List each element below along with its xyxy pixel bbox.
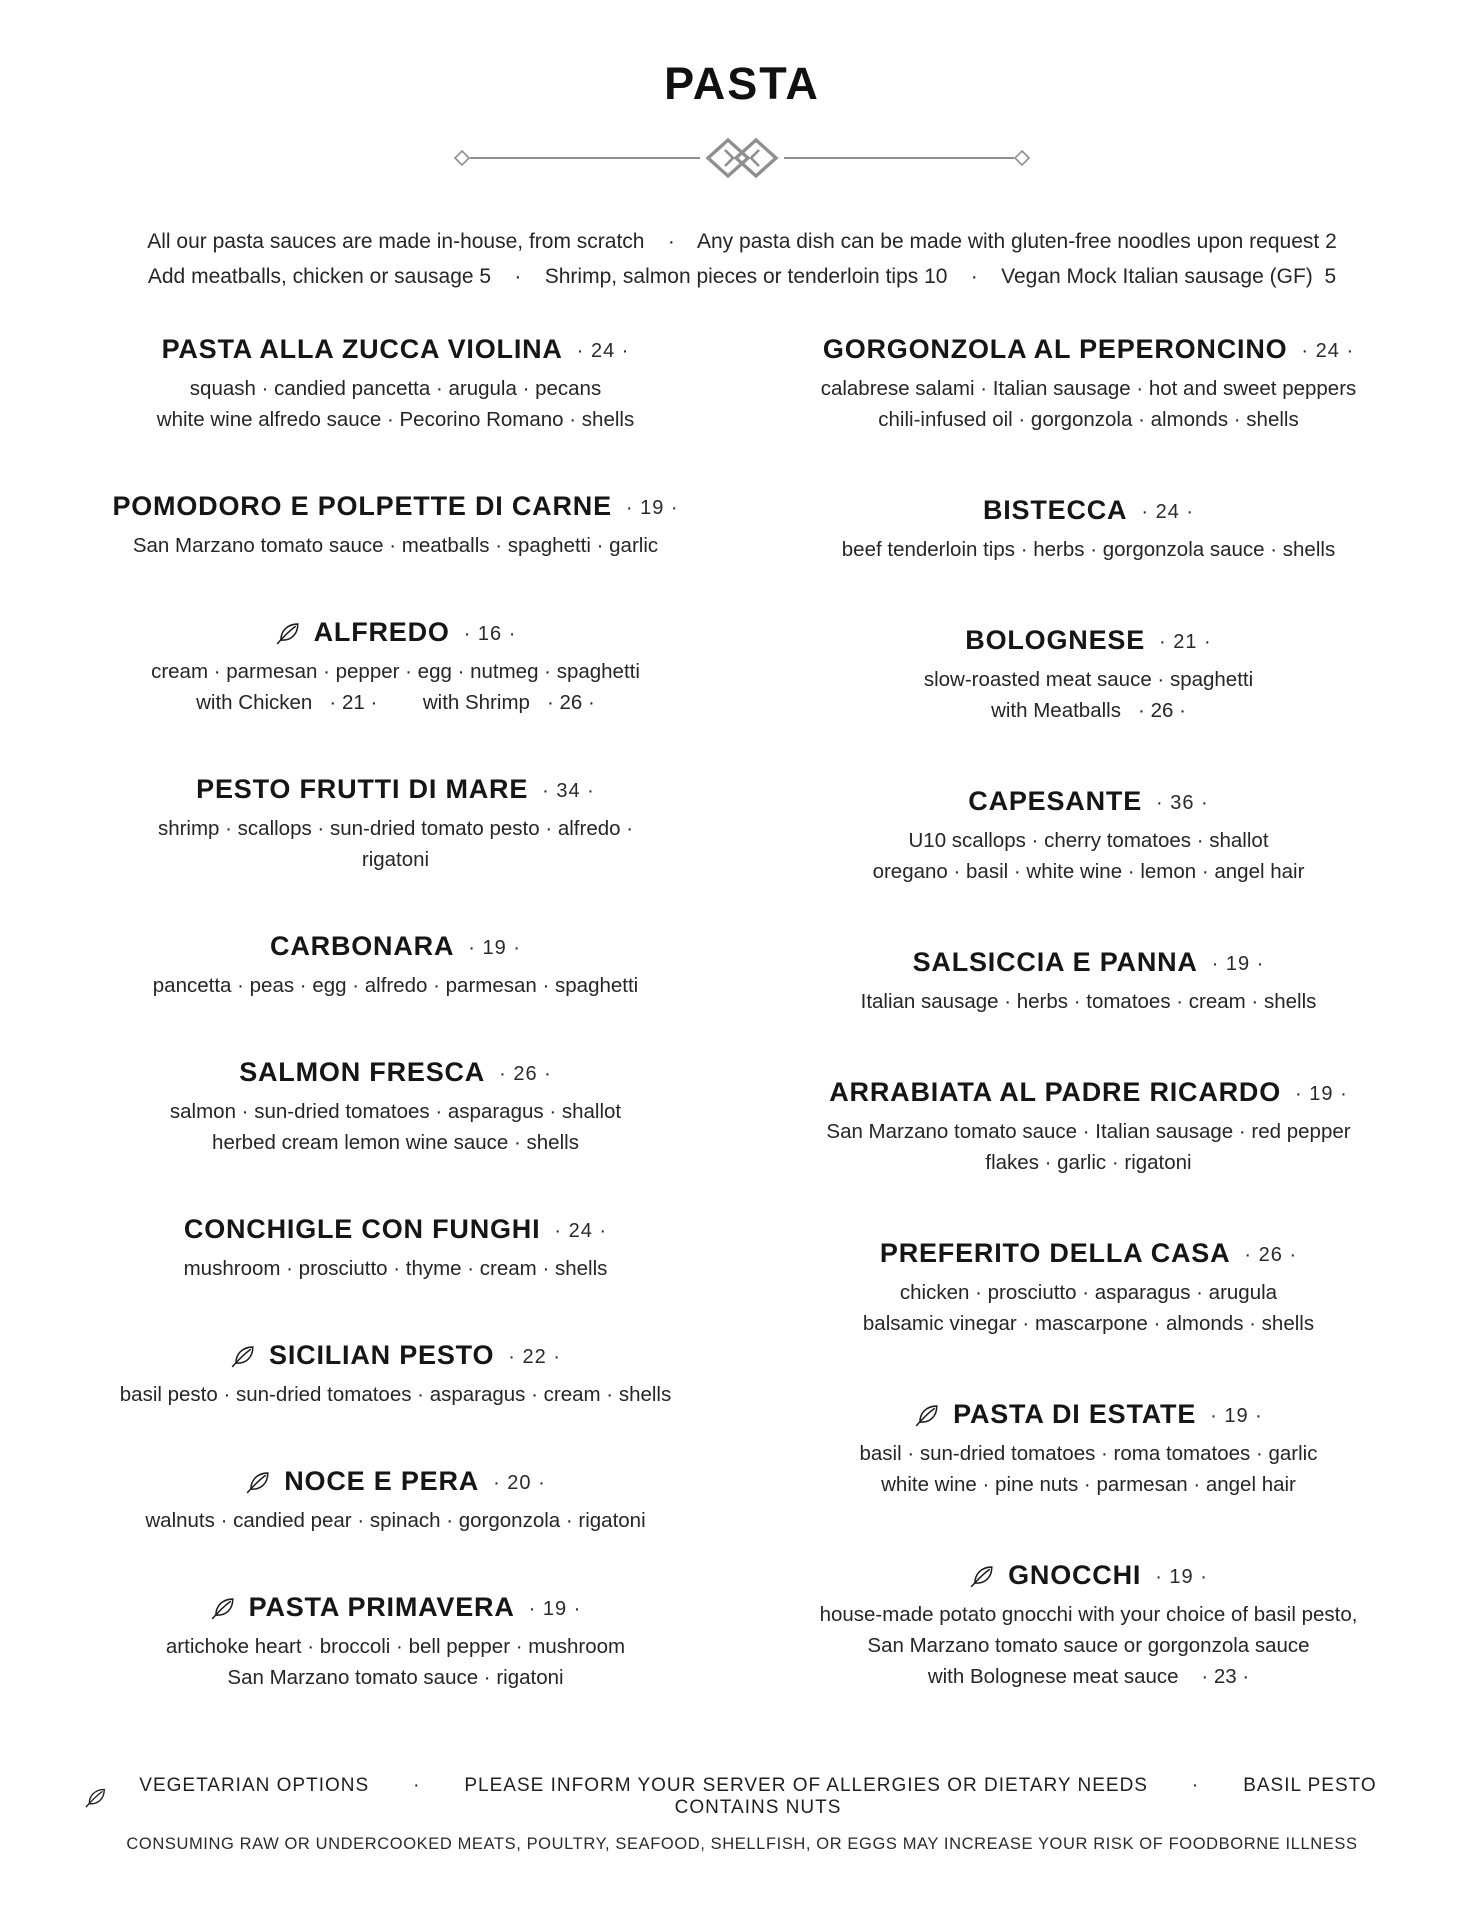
menu-item-description: [777, 825, 1400, 887]
vegetarian-leaf-icon: [84, 1785, 108, 1809]
menu-item-price: · 20 ·: [493, 1471, 546, 1494]
menu-item: [777, 1558, 1400, 1692]
menu-item-description: [84, 1379, 707, 1410]
menu-item-header: [84, 772, 707, 806]
menu-item-description: [84, 656, 707, 718]
menu-item-name: POMODORO E POLPETTE DI CARNE: [112, 490, 612, 521]
menu-item-description: [84, 530, 707, 561]
menu-item-price: · 19 ·: [1295, 1082, 1348, 1105]
menu-item: [84, 1464, 707, 1536]
vegetarian-leaf-icon: [230, 1342, 257, 1369]
menu-item-header: [777, 1397, 1400, 1431]
menu-item-description: [777, 534, 1400, 565]
menu-item-header: [84, 929, 707, 963]
menu-item: [84, 1590, 707, 1693]
menu-item-header: [84, 332, 707, 366]
menu-item: [777, 493, 1400, 565]
menu-item-description: [777, 373, 1400, 435]
menu-item-name: PASTA ALLA ZUCCA VIOLINA: [161, 333, 563, 364]
menu-item-name: BISTECCA: [982, 494, 1128, 525]
menu-column-left: [84, 332, 707, 1693]
menu-item-header: [777, 1075, 1400, 1109]
menu-item-desc-line: flakes · garlic · rigatoni: [985, 1151, 1192, 1174]
menu-item-desc-line: herbed cream lemon wine sauce · shells: [212, 1131, 579, 1154]
menu-item-description: [84, 1096, 707, 1158]
intro-line-2: Add meatballs, chicken or sausage 5 · Shrimp, salmon pieces or tenderloin tips 10 · Vegan Mock Italian sausage (GF) 5: [147, 265, 1337, 288]
menu-item-price: · 22 ·: [508, 1345, 561, 1368]
menu-item-header: [84, 1338, 707, 1372]
menu-item-description: [84, 373, 707, 435]
menu-item-desc-line: house-made potato gnocchi with your choice of basil pesto,: [819, 1603, 1358, 1626]
menu-item-name: CAPESANTE: [968, 785, 1143, 816]
menu-item: [84, 1055, 707, 1158]
menu-item-description: [777, 1277, 1400, 1339]
menu-item-name: PREFERITO DELLA CASA: [879, 1237, 1231, 1268]
menu-item-name: ALFREDO: [313, 616, 450, 647]
menu-item-desc-line: rigatoni: [361, 848, 430, 871]
menu-item-price: · 26 ·: [1244, 1243, 1298, 1266]
menu-item-desc-line: white wine · pine nuts · parmesan · angel hair: [881, 1473, 1296, 1496]
menu-column-right: [777, 332, 1400, 1693]
menu-item-description: [777, 1438, 1400, 1500]
menu-item-desc-line: chicken · prosciutto · asparagus · arugula: [899, 1281, 1278, 1304]
menu-item: [777, 623, 1400, 726]
menu-item: [777, 1397, 1400, 1500]
menu-item-header: [777, 332, 1400, 366]
menu-item-header: [84, 489, 707, 523]
menu-item-name: SICILIAN PESTO: [269, 1339, 495, 1370]
menu-item-header: [777, 945, 1400, 979]
menu-item-desc-line: calabrese salami · Italian sausage · hot and sweet peppers: [820, 377, 1357, 400]
menu-item: [777, 1075, 1400, 1178]
menu-item: [777, 1236, 1400, 1339]
menu-item-price: · 34 ·: [542, 779, 595, 802]
menu-item-name: NOCE E PERA: [284, 1465, 480, 1496]
vegetarian-leaf-icon: [210, 1594, 237, 1621]
menu-item: [777, 945, 1400, 1017]
menu-item-desc-line: slow-roasted meat sauce · spaghetti: [923, 668, 1254, 691]
menu-item-description: [84, 1505, 707, 1536]
divider-ornament-icon: [452, 136, 1032, 180]
menu-item: [777, 784, 1400, 887]
menu-item-desc-line: walnuts · candied pear · spinach · gorgonzola · rigatoni: [145, 1509, 646, 1532]
menu-item-name: CARBONARA: [270, 930, 455, 961]
menu-item-desc-line: artichoke heart · broccoli · bell pepper · mushroom: [165, 1635, 626, 1658]
menu-item: [84, 332, 707, 435]
menu-item-desc-line: balsamic vinegar · mascarpone · almonds · shells: [862, 1312, 1315, 1335]
menu-item: [84, 1338, 707, 1410]
page-title: PASTA: [664, 58, 820, 109]
menu-item-header: [84, 1055, 707, 1089]
menu-item-desc-line: with Meatballs · 26 ·: [991, 699, 1186, 722]
menu-item-price: · 36 ·: [1156, 791, 1209, 814]
menu-item: [84, 772, 707, 875]
menu-item-header: [777, 493, 1400, 527]
menu-item-name: PESTO FRUTTI DI MARE: [196, 773, 529, 804]
menu-item-name: CONCHIGLE CON FUNGHI: [183, 1213, 541, 1244]
menu-item-desc-line: with Bolognese meat sauce · 23 ·: [927, 1665, 1250, 1688]
menu-item-name: PASTA DI ESTATE: [953, 1398, 1197, 1429]
vegetarian-leaf-icon: [245, 1468, 272, 1495]
menu-item-desc-line: basil · sun-dried tomatoes · roma tomatoes · garlic: [859, 1442, 1318, 1465]
menu-item-description: [84, 1631, 707, 1693]
menu-item-desc-line: basil pesto · sun-dried tomatoes · asparagus · cream · shells: [119, 1383, 672, 1406]
menu-item-price: · 26 ·: [499, 1062, 552, 1085]
menu-item-description: [84, 970, 707, 1001]
menu-item-desc-line: squash · candied pancetta · arugula · pecans: [189, 377, 602, 400]
menu-item-price: · 16 ·: [463, 622, 517, 645]
menu-item-description: [777, 986, 1400, 1017]
menu-item-header: [84, 1212, 707, 1246]
menu-item-price: · 24 ·: [1301, 339, 1355, 362]
menu-item-description: [777, 1116, 1400, 1178]
menu-item-price: · 19 ·: [1211, 952, 1265, 975]
menu-item: [84, 1212, 707, 1284]
footer-notes-text: VEGETARIAN OPTIONS · PLEASE INFORM YOUR SERVER OF ALLERGIES OR DIETARY NEEDS · BASIL PESTO CONTAINS NUTS: [139, 1775, 1383, 1818]
menu-item-name: SALMON FRESCA: [239, 1056, 486, 1087]
menu-item-price: · 19 ·: [625, 496, 679, 519]
menu-item-header: [777, 1558, 1400, 1592]
menu-item-desc-line: with Chicken · 21 · with Shrimp · 26 ·: [196, 691, 595, 714]
menu-item-price: · 24 ·: [576, 339, 630, 362]
menu-item-desc-line: pancetta · peas · egg · alfredo · parmesan · spaghetti: [152, 974, 639, 997]
menu-item-description: [84, 1253, 707, 1284]
menu-item-description: [84, 813, 707, 875]
menu-item-header: [777, 784, 1400, 818]
menu-item-header: [84, 1464, 707, 1498]
menu-item-desc-line: oregano · basil · white wine · lemon · angel hair: [872, 860, 1305, 883]
menu-item-price: · 19 ·: [1210, 1404, 1263, 1427]
ornament-divider: [84, 136, 1400, 180]
footer-notes: [84, 1775, 1400, 1819]
menu-item-price: · 19 ·: [1155, 1565, 1208, 1588]
footer-disclaimer: CONSUMING RAW OR UNDERCOOKED MEATS, POULTRY, SEAFOOD, SHELLFISH, OR EGGS MAY INCREASE YOUR RISK OF FOODBORNE ILLNESS: [126, 1835, 1358, 1853]
menu-item-desc-line: beef tenderloin tips · herbs · gorgonzola sauce · shells: [841, 538, 1336, 561]
vegetarian-leaf-icon: [914, 1401, 941, 1428]
menu-item-desc-line: white wine alfredo sauce · Pecorino Romano · shells: [156, 408, 635, 431]
menu-item-desc-line: U10 scallops · cherry tomatoes · shallot: [908, 829, 1269, 852]
menu-item-name: GORGONZOLA AL PEPERONCINO: [822, 333, 1288, 364]
menu-item-header: [777, 623, 1400, 657]
menu-item-description: [777, 664, 1400, 726]
menu-item-price: · 19 ·: [468, 936, 521, 959]
menu-item-desc-line: chili-infused oil · gorgonzola · almonds · shells: [878, 408, 1299, 431]
menu-item: [777, 332, 1400, 435]
menu-item: [84, 489, 707, 561]
footer: [84, 1775, 1400, 1880]
menu-item-header: [84, 1590, 707, 1624]
menu-item-price: · 21 ·: [1159, 630, 1212, 653]
menu-item-desc-line: mushroom · prosciutto · thyme · cream · shells: [183, 1257, 608, 1280]
menu-item-name: ARRABIATA AL PADRE RICARDO: [829, 1076, 1282, 1107]
menu-item-desc-line: San Marzano tomato sauce · rigatoni: [227, 1666, 564, 1689]
menu-columns: [84, 332, 1400, 1693]
menu-item-price: · 24 ·: [1141, 500, 1195, 523]
vegetarian-leaf-icon: [275, 619, 302, 646]
menu-item-desc-line: San Marzano tomato sauce · meatballs · spaghetti · garlic: [132, 534, 659, 557]
vegetarian-leaf-icon: [969, 1562, 996, 1589]
menu-item-header: [777, 1236, 1400, 1270]
menu-item-name: SALSICCIA E PANNA: [912, 946, 1198, 977]
menu-item-name: GNOCCHI: [1008, 1559, 1142, 1590]
menu-item-header: [84, 615, 707, 649]
menu-item-name: PASTA PRIMAVERA: [248, 1591, 515, 1622]
menu-item-desc-line: salmon · sun-dried tomatoes · asparagus · shallot: [169, 1100, 622, 1123]
intro-line-1: All our pasta sauces are made in-house, from scratch · Any pasta dish can be made with gluten-free noodles upon request 2: [147, 230, 1337, 253]
menu-item-desc-line: Italian sausage · herbs · tomatoes · cream · shells: [860, 990, 1317, 1013]
menu-item-desc-line: San Marzano tomato sauce or gorgonzola sauce: [867, 1634, 1310, 1657]
menu-item-price: · 24 ·: [554, 1219, 608, 1242]
menu-item: [84, 615, 707, 718]
menu-item-desc-line: San Marzano tomato sauce · Italian sausage · red pepper: [826, 1120, 1351, 1143]
menu-item: [84, 929, 707, 1001]
menu-item-desc-line: shrimp · scallops · sun-dried tomato pesto · alfredo ·: [157, 817, 634, 840]
menu-item-price: · 19 ·: [528, 1597, 582, 1620]
menu-item-desc-line: cream · parmesan · pepper · egg · nutmeg · spaghetti: [151, 660, 640, 683]
menu-item-description: [777, 1599, 1400, 1692]
menu-item-name: BOLOGNESE: [965, 624, 1146, 655]
